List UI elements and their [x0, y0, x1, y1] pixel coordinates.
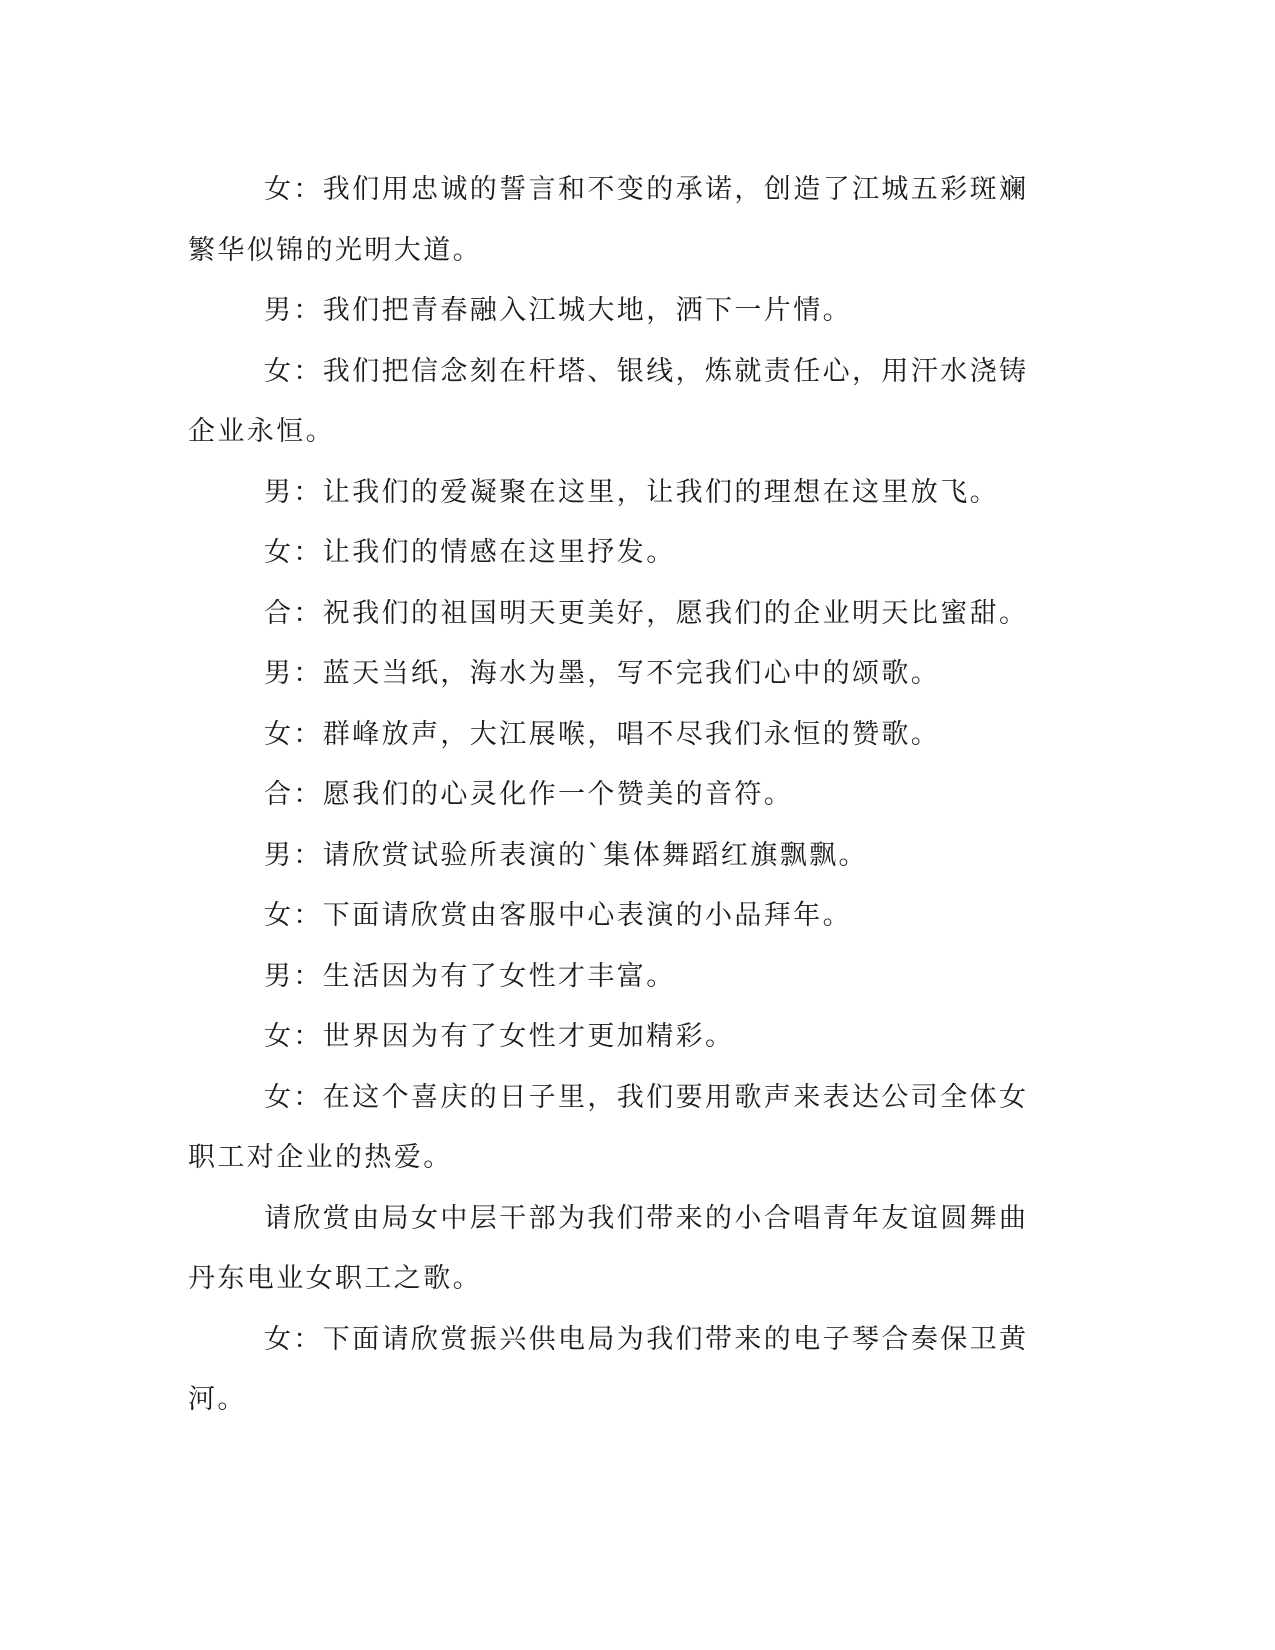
- paragraph: 女：我们把信念刻在杆塔、银线，炼就责任心，用汗水浇铸企业永恒。: [188, 355, 1029, 447]
- paragraph: 男：我们把青春融入江城大地，洒下一片情。: [264, 295, 852, 326]
- paragraph: 男：让我们的爱凝聚在这里，让我们的理想在这里放飞。: [264, 476, 999, 508]
- paragraph: 女：下面请欣赏由客服中心表演的小品拜年。: [264, 900, 852, 931]
- script-body: [188, 160, 1048, 1431]
- paragraph: 男：蓝天当纸，海水为墨，写不完我们心中的颂歌。: [264, 658, 941, 689]
- paragraph: 女：我们用忠诚的誓言和不变的承诺，创造了江城五彩斑斓繁华似锦的光明大道。: [188, 174, 1029, 266]
- paragraph: 女：在这个喜庆的日子里，我们要用歌声来表达公司全体女职工对企业的热爱。: [188, 1081, 1029, 1173]
- paragraph: 女：群峰放声，大江展喉，唱不尽我们永恒的赞歌。: [264, 718, 941, 750]
- paragraph: 合：祝我们的祖国明天更美好，愿我们的企业明天比蜜甜。: [264, 597, 1029, 629]
- paragraph: 女：下面请欣赏振兴供电局为我们带来的电子琴合奏保卫黄河。: [188, 1323, 1029, 1415]
- paragraph: 女：让我们的情感在这里抒发。: [264, 537, 676, 568]
- paragraph: 合：愿我们的心灵化作一个赞美的音符。: [264, 779, 794, 810]
- paragraph: 男：生活因为有了女性才丰富。: [264, 960, 676, 992]
- paragraph: 请欣赏由局女中层干部为我们带来的小合唱青年友谊圆舞曲丹东电业女职工之歌。: [188, 1202, 1029, 1294]
- paragraph: 男：请欣赏试验所表演的`集体舞蹈红旗飘飘。: [264, 839, 868, 871]
- paragraph: 女：世界因为有了女性才更加精彩。: [264, 1021, 735, 1052]
